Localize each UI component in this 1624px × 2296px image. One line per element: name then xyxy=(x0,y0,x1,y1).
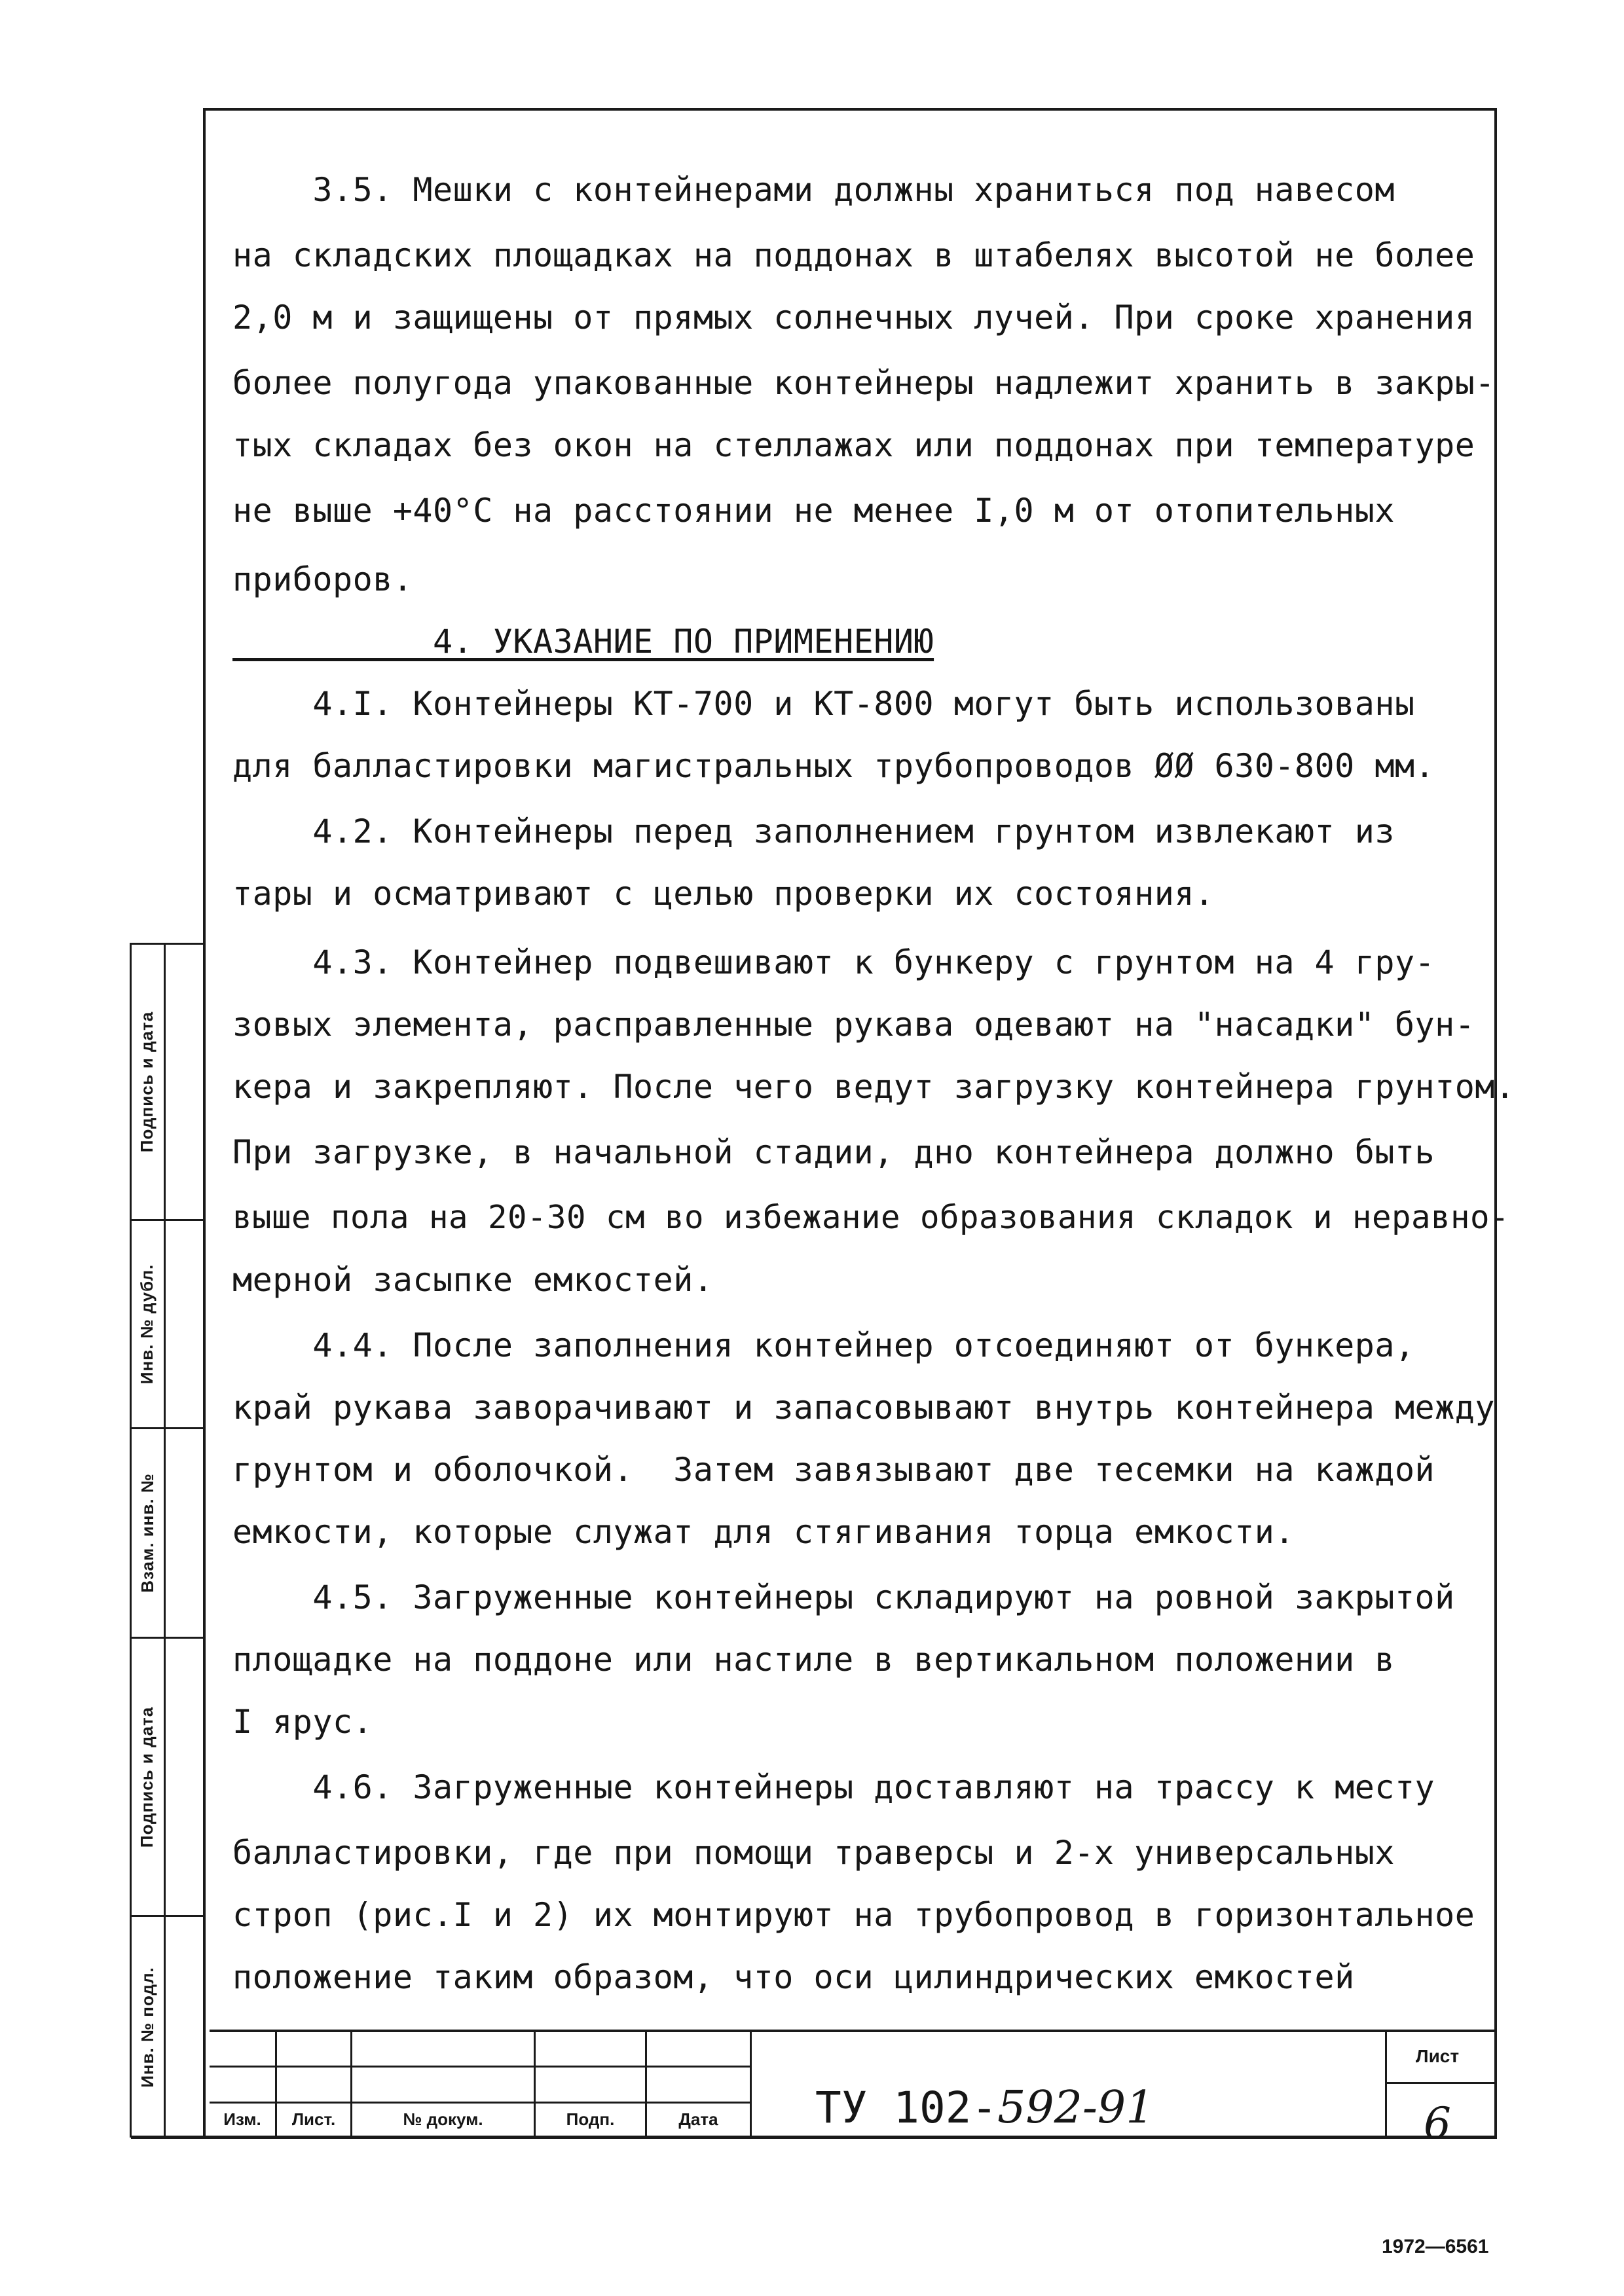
frame-right-line xyxy=(1494,108,1497,2138)
side-strip-line xyxy=(164,943,166,2138)
handwritten-designation-number: 592-91 xyxy=(997,2082,1154,2134)
text-line: площадке на поддоне или настиле в вертикальном положении в xyxy=(232,1641,1395,1679)
text-line: край рукава заворачивают и запасовывают внутрь контейнера между xyxy=(232,1389,1495,1427)
side-label-signature-date: Подпись и дата xyxy=(137,1011,157,1153)
text-line: балластировки, где при помощи траверсы и 2-х универсальных xyxy=(232,1834,1395,1872)
sheet-number: 6 xyxy=(1424,2098,1451,2149)
document-designation: ТУ 102-592-91 xyxy=(815,2082,1154,2134)
col-label-date: Дата xyxy=(678,2109,718,2129)
text-line: 4.3. Контейнер подвешивают к бункеру с грунтом на 4 гру- xyxy=(232,943,1435,981)
text-line: кера и закрепляют. После чего ведут загрузку контейнера грунтом. xyxy=(232,1068,1515,1106)
text-line: выше пола на 20-30 см во избежание образования складок и неравно- xyxy=(232,1199,1510,1236)
text-line: 4.2. Контейнеры перед заполнением грунтом извлекают из xyxy=(232,812,1395,850)
text-line: на складских площадках на поддонах в штабелях высотой не более xyxy=(232,236,1475,274)
frame-left-line xyxy=(203,108,206,2138)
text-line: зовых элемента, расправленные рукава одевают на "насадки" бун- xyxy=(232,1006,1475,1044)
col-label-sheet: Лист. xyxy=(291,2109,336,2129)
text-line: не выше +40°С на расстоянии не менее I,0 м от отопительных xyxy=(232,492,1395,530)
text-line: грунтом и оболочкой. Затем завязывают две тесемки на каждой xyxy=(232,1451,1435,1489)
sheet-cell-line xyxy=(1385,2082,1494,2084)
col-label-document-no: № докум. xyxy=(403,2109,483,2129)
title-block-row-line xyxy=(210,2102,750,2104)
text-line: положение таким образом, что оси цилиндрических емкостей xyxy=(232,1958,1355,1996)
text-line: 4.5. Загруженные контейнеры складируют на ровной закрытой xyxy=(232,1578,1455,1616)
text-line: емкости, которые служат для стягивания торца емкости. xyxy=(232,1513,1295,1551)
frame-bottom-line xyxy=(131,2136,1497,2139)
section-heading: 4. УКАЗАНИЕ ПО ПРИМЕНЕНИЮ xyxy=(232,623,934,661)
title-block-top-line xyxy=(210,2030,1494,2032)
side-label-signature-date-2: Подпись и дата xyxy=(137,1706,157,1848)
col-label-signature: Подп. xyxy=(566,2109,615,2129)
text-line: 2,0 м и защищены от прямых солнечных лучей. При сроке хранения xyxy=(232,299,1475,337)
text-line: приборов. xyxy=(232,560,413,598)
frame-top-line xyxy=(203,108,1496,111)
text-line: для балластировки магистральных трубопроводов ØØ 630-800 мм. xyxy=(232,747,1435,785)
text-line: При загрузке, в начальной стадии, дно контейнера должно быть xyxy=(232,1133,1435,1171)
text-line: строп (рис.I и 2) их монтируют на трубопровод в горизонтальное xyxy=(232,1896,1475,1934)
side-label-duplicate-inv: Инв. № дубл. xyxy=(137,1264,157,1385)
text-line: мерной засыпке емкостей. xyxy=(232,1261,714,1299)
text-line: 4.I. Контейнеры КТ-700 и КТ-800 могут быть использованы xyxy=(232,685,1415,723)
text-line: I ярус. xyxy=(232,1703,373,1741)
print-order-code: 1972—6561 xyxy=(1382,2236,1489,2257)
title-block-col-line xyxy=(750,2030,752,2138)
side-label-replaces-inv: Взам. инв. № xyxy=(137,1473,157,1593)
text-line: 3.5. Мешки с контейнерами должны храниться под навесом xyxy=(232,171,1395,209)
text-line: тых складах без окон на стеллажах или поддонах при температуре xyxy=(232,426,1475,464)
side-label-original-inv: Инв. № подл. xyxy=(137,1967,157,2088)
text-line: тары и осматривают с целью проверки их состояния. xyxy=(232,875,1215,913)
col-label-change: Изм. xyxy=(223,2109,261,2129)
text-line: более полугода упакованные контейнеры надлежит хранить в закры- xyxy=(232,364,1495,402)
sheet-label: Лист xyxy=(1415,2046,1460,2066)
title-block-row-line xyxy=(210,2066,750,2068)
text-line: 4.6. Загруженные контейнеры доставляют на трассу к месту xyxy=(232,1768,1435,1806)
text-line: 4.4. После заполнения контейнер отсоединяют от бункера, xyxy=(232,1326,1415,1364)
